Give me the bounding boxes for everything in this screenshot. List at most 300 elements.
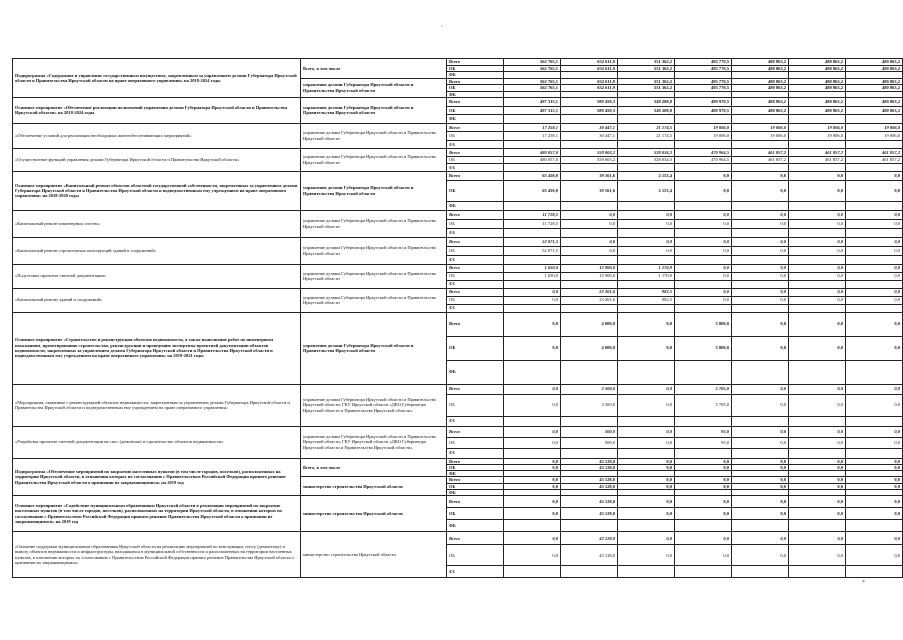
amount-cell <box>846 140 903 149</box>
amount-cell: 43 128,0 <box>561 477 618 483</box>
amount-cell: 562 765,1 <box>504 59 561 66</box>
responsible-executor-cell: управление делами Губернатора Иркутской области и Правительства Иркутской области <box>301 237 447 264</box>
amount-cell: 0,0 <box>789 496 846 508</box>
amount-cell <box>846 448 903 458</box>
amount-cell: 480 863,2 <box>732 106 789 115</box>
amount-cell <box>789 140 846 149</box>
amount-cell: 480 863,2 <box>732 98 789 107</box>
amount-cell <box>675 416 732 426</box>
amount-cell: 0,0 <box>618 384 675 394</box>
amount-cell <box>561 255 618 264</box>
amount-cell: 0,0 <box>846 171 903 180</box>
amount-cell <box>561 280 618 288</box>
amount-cell: 0,0 <box>675 272 732 280</box>
program-title-cell: Основное мероприятие «Капитальный ремонт объектов областной государственной собственности, закрепленных за управлением делами Губернатора Иркутской области и Правительства Иркутской области и подведомственным ему учреждением на праве оперативного управления» на 2018-2020 годы <box>13 171 301 210</box>
amount-cell: 0,0 <box>675 532 732 545</box>
table-row <box>13 496 903 508</box>
amount-cell: 0,0 <box>789 171 846 180</box>
amount-cell: 480 863,2 <box>732 78 789 85</box>
table-row <box>13 532 903 545</box>
table-row <box>13 59 903 66</box>
amount-cell: 0,0 <box>789 180 846 201</box>
amount-cell: 0,0 <box>732 210 789 219</box>
program-title-cell: «Мероприятия, связанные с реконструкцией объектов недвижимости, закрепленным за управлением делами Губернатора Иркутской области и Правительства Иркутской области и подведомственным ему учреждением на праве оперативного управления» <box>13 384 301 426</box>
amount-cell: 0,0 <box>789 545 846 566</box>
funding-source-cell: Всего <box>447 78 504 85</box>
funding-source-cell: ФБ <box>447 255 504 264</box>
amount-cell <box>789 280 846 288</box>
amount-cell <box>504 520 561 532</box>
amount-cell: 0,0 <box>789 426 846 437</box>
amount-cell: 470 964,5 <box>675 156 732 164</box>
amount-cell <box>675 164 732 172</box>
amount-cell: 480 863,2 <box>789 65 846 72</box>
amount-cell: 30 447,1 <box>561 132 618 141</box>
amount-cell: 480 863,2 <box>732 59 789 66</box>
amount-cell: 0,0 <box>618 246 675 255</box>
program-title-cell: «Разработка проектно-сметной документации на снос (демонтаж) и строительство объектов недвижимости» <box>13 426 301 458</box>
amount-cell: 19 006,0 <box>846 132 903 141</box>
amount-cell: 0,0 <box>504 437 561 448</box>
funding-source-cell: Всего <box>447 384 504 394</box>
budget-table <box>12 58 903 578</box>
amount-cell: 17 258,1 <box>504 132 561 141</box>
amount-cell: 15 900,0 <box>561 264 618 272</box>
program-title-cell: «Подготовка проектно-сметной документации» <box>13 264 301 288</box>
funding-source-cell: ФБ <box>447 520 504 532</box>
amount-cell <box>504 448 561 458</box>
amount-cell <box>675 140 732 149</box>
amount-cell <box>675 566 732 578</box>
amount-cell: 0,0 <box>846 384 903 394</box>
amount-cell: 0,0 <box>732 264 789 272</box>
amount-cell: 52 071,5 <box>504 246 561 255</box>
amount-cell: 0,0 <box>561 246 618 255</box>
amount-cell <box>675 360 732 384</box>
amount-cell: 30 447,1 <box>561 123 618 132</box>
amount-cell: 0,0 <box>732 508 789 520</box>
amount-cell: 0,0 <box>846 264 903 272</box>
amount-cell: 0,0 <box>675 545 732 566</box>
program-title-cell: Подпрограмма «Содержание и управление государственным имуществом, закрепленным за управлением делами Губернатора Иркутской области и Правительства Иркутской области на праве оперативного управления» на 2018-2024 годы <box>13 59 301 98</box>
amount-cell: 0,0 <box>732 477 789 483</box>
amount-cell <box>732 255 789 264</box>
amount-cell: 0,0 <box>846 464 903 470</box>
amount-cell <box>618 280 675 288</box>
program-title-cell: Подпрограмма «Обеспечение мероприятий по закрытию населенных пунктов (в том числе городов, поселков), расположенных на территории Иркутской области, в отношении которых по согласованию с Правительством Российской Федерации принято решение Правительства Иркутской области о признании их закрывающимися» на 2019 год <box>13 458 301 496</box>
amount-cell: 0,0 <box>732 180 789 201</box>
amount-cell: 4 000,0 <box>561 336 618 360</box>
responsible-executor-cell: управление делами Губернатора Иркутской области и Правительства Иркутской области <box>301 98 447 124</box>
responsible-executor-cell: Всего, в том числе <box>301 59 447 79</box>
amount-cell: 0,0 <box>675 246 732 255</box>
amount-cell: 632 611,9 <box>561 78 618 85</box>
amount-cell: 500,0 <box>561 426 618 437</box>
amount-cell <box>789 520 846 532</box>
amount-cell: 0,0 <box>732 336 789 360</box>
program-title-cell: Основное мероприятие «Обеспечение реализации полномочий управления делами Губернатора Иркутской области и Правительства Иркутской области» на 2018-2024 годы <box>13 98 301 124</box>
amount-cell <box>675 448 732 458</box>
amount-cell: 0,0 <box>789 210 846 219</box>
amount-cell: 0,0 <box>504 458 561 464</box>
amount-cell <box>789 115 846 124</box>
funding-source-cell: Всего <box>447 312 504 336</box>
funding-source-cell: ОБ <box>447 296 504 304</box>
amount-cell: 0,0 <box>732 237 789 246</box>
amount-cell: 21 174,5 <box>618 123 675 132</box>
budget-table-body <box>13 59 903 578</box>
funding-source-cell: Всего <box>447 237 504 246</box>
funding-source-cell: ФБ <box>447 228 504 237</box>
amount-cell: 480 863,2 <box>846 59 903 66</box>
amount-cell <box>561 228 618 237</box>
amount-cell <box>789 360 846 384</box>
funding-source-cell: Всего <box>447 477 504 483</box>
amount-cell: 528 034,3 <box>618 149 675 157</box>
amount-cell: 19 006,0 <box>675 123 732 132</box>
amount-cell <box>732 520 789 532</box>
amount-cell: 0,0 <box>846 437 903 448</box>
amount-cell <box>675 280 732 288</box>
responsible-executor-cell: управление делами Губернатора Иркутской области и Правительства Иркутской области <box>301 171 447 210</box>
responsible-executor-cell: управление делами Губернатора Иркутской области и Правительства Иркутской области <box>301 149 447 172</box>
responsible-executor-cell: управление делами Губернатора Иркутской области и Правительства Иркутской области, ГКУ Иркутской области «ДКО Губернатора Иркутской области и Правительства Иркутской области» <box>301 384 447 426</box>
amount-cell <box>675 228 732 237</box>
amount-cell: 480 057,0 <box>504 149 561 157</box>
funding-source-cell: ФБ <box>447 471 504 477</box>
amount-cell: 0,0 <box>618 496 675 508</box>
amount-cell: 0,0 <box>846 532 903 545</box>
amount-cell <box>561 520 618 532</box>
amount-cell: 0,0 <box>675 180 732 201</box>
funding-source-cell: ФБ <box>447 72 504 79</box>
amount-cell: 52 071,5 <box>504 237 561 246</box>
table-row <box>13 210 903 219</box>
amount-cell: 549 208,8 <box>618 98 675 107</box>
amount-cell <box>561 140 618 149</box>
amount-cell: 0,0 <box>504 496 561 508</box>
funding-source-cell: ОБ <box>447 85 504 92</box>
amount-cell: 562 765,1 <box>504 85 561 92</box>
amount-cell <box>789 228 846 237</box>
amount-cell: 0,0 <box>732 483 789 489</box>
amount-cell: 0,0 <box>618 237 675 246</box>
amount-cell: 0,0 <box>675 210 732 219</box>
amount-cell: 0,0 <box>675 219 732 228</box>
amount-cell: 0,0 <box>732 394 789 416</box>
amount-cell: 0,0 <box>675 296 732 304</box>
amount-cell <box>504 255 561 264</box>
amount-cell: 480 863,2 <box>846 85 903 92</box>
amount-cell <box>561 164 618 172</box>
amount-cell: 0,0 <box>618 210 675 219</box>
amount-cell <box>618 228 675 237</box>
amount-cell: 0,0 <box>846 180 903 201</box>
amount-cell: 495 770,5 <box>675 85 732 92</box>
amount-cell <box>618 255 675 264</box>
funding-source-cell: ОБ <box>447 65 504 72</box>
funding-source-cell: ОБ <box>447 483 504 489</box>
amount-cell: 480 863,2 <box>846 98 903 107</box>
amount-cell <box>561 448 618 458</box>
amount-cell: 0,0 <box>732 545 789 566</box>
funding-source-cell: ОБ <box>447 132 504 141</box>
amount-cell <box>618 140 675 149</box>
amount-cell <box>732 360 789 384</box>
funding-source-cell: ОБ <box>447 180 504 201</box>
amount-cell: 0,0 <box>561 210 618 219</box>
table-row <box>13 426 903 437</box>
amount-cell <box>846 416 903 426</box>
amount-cell: 0,0 <box>789 264 846 272</box>
amount-cell: 0,0 <box>732 437 789 448</box>
program-title-cell: «Осуществление функций управления делами Губернатора Иркутской области и Правительства Иркутской области» <box>13 149 301 172</box>
amount-cell: 0,0 <box>618 508 675 520</box>
amount-cell: 0,0 <box>846 426 903 437</box>
amount-cell: 0,0 <box>846 496 903 508</box>
amount-cell: 0,0 <box>504 394 561 416</box>
amount-cell: 43 128,0 <box>561 545 618 566</box>
amount-cell: 489 970,5 <box>675 106 732 115</box>
amount-cell: 0,0 <box>732 464 789 470</box>
amount-cell <box>732 304 789 312</box>
funding-source-cell: ФБ <box>447 416 504 426</box>
table-row <box>13 288 903 296</box>
amount-cell: 0,0 <box>846 237 903 246</box>
amount-cell: 480 863,2 <box>789 59 846 66</box>
amount-cell <box>789 304 846 312</box>
funding-source-cell: ФБ <box>447 115 504 124</box>
program-title-cell: Основное мероприятие «Содействие муниципальным образованиям Иркутской области в реализации мероприятий по закрытию населенных пунктов (в том числе городов, поселков), расположенных на территории Иркутской области, в отношении которых по согласованию с Правительством Российской Федерации принято решение Правительства Иркутской области о признании их закрывающимися» на 2019 год <box>13 496 301 532</box>
amount-cell: 19 006,0 <box>732 132 789 141</box>
page-corner-mark: * <box>862 580 865 586</box>
responsible-executor-cell: министерство строительства Иркутской области <box>301 532 447 578</box>
amount-cell: 0,0 <box>732 384 789 394</box>
amount-cell <box>675 255 732 264</box>
amount-cell <box>846 360 903 384</box>
amount-cell: 0,0 <box>504 477 561 483</box>
amount-cell: 19 006,0 <box>846 123 903 132</box>
amount-cell: 19 006,0 <box>675 132 732 141</box>
amount-cell <box>846 520 903 532</box>
amount-cell <box>732 140 789 149</box>
program-title-cell: «Капитальный ремонт зданий и сооружений» <box>13 288 301 312</box>
amount-cell: 632 611,9 <box>561 59 618 66</box>
amount-cell <box>732 416 789 426</box>
funding-source-cell: Всего <box>447 210 504 219</box>
table-row <box>13 312 903 336</box>
funding-source-cell: ОБ <box>447 272 504 280</box>
amount-cell: 0,0 <box>789 288 846 296</box>
amount-cell: 0,0 <box>675 496 732 508</box>
responsible-executor-cell: управление делами Губернатора Иркутской области и Правительства Иркутской области <box>301 312 447 384</box>
amount-cell: 0,0 <box>846 312 903 336</box>
amount-cell: 0,0 <box>618 394 675 416</box>
amount-cell: 480 863,2 <box>789 85 846 92</box>
amount-cell: 0,0 <box>504 312 561 336</box>
amount-cell: 0,0 <box>618 464 675 470</box>
program-title-cell: «Капитальный ремонт строительных конструкций зданий и сооружений» <box>13 237 301 264</box>
funding-source-cell: Всего <box>447 288 504 296</box>
amount-cell: 480 863,2 <box>846 78 903 85</box>
table-row <box>13 384 903 394</box>
responsible-executor-cell: Всего, в том числе <box>301 458 447 477</box>
table-row <box>13 123 903 132</box>
responsible-executor-cell: министерство строительства Иркутской области <box>301 477 447 496</box>
amount-cell: 0,0 <box>675 237 732 246</box>
amount-cell: 43 128,0 <box>561 508 618 520</box>
amount-cell <box>504 228 561 237</box>
amount-cell <box>504 416 561 426</box>
funding-source-cell: Всего <box>447 171 504 180</box>
amount-cell: 0,0 <box>732 288 789 296</box>
amount-cell <box>504 164 561 172</box>
amount-cell <box>846 228 903 237</box>
amount-cell <box>561 201 618 210</box>
amount-cell: 65 450,0 <box>504 180 561 201</box>
funding-source-cell: Всего <box>447 496 504 508</box>
amount-cell: 0,0 <box>846 219 903 228</box>
amount-cell: 19 006,0 <box>789 123 846 132</box>
amount-cell: 589 450,3 <box>561 98 618 107</box>
amount-cell: 0,0 <box>789 458 846 464</box>
amount-cell: 0,0 <box>732 458 789 464</box>
amount-cell: 0,0 <box>561 237 618 246</box>
amount-cell: 0,0 <box>789 394 846 416</box>
amount-cell: 982,5 <box>618 296 675 304</box>
amount-cell: 0,0 <box>789 483 846 489</box>
amount-cell: 0,0 <box>732 246 789 255</box>
amount-cell: 11 728,5 <box>504 219 561 228</box>
amount-cell: 461 857,2 <box>732 149 789 157</box>
amount-cell: 497 315,1 <box>504 106 561 115</box>
amount-cell <box>846 304 903 312</box>
amount-cell <box>675 304 732 312</box>
amount-cell: 0,0 <box>732 296 789 304</box>
program-title-cell: «Обеспечение условий для реализации необходимых жизнеобеспечивающих мероприятий» <box>13 123 301 149</box>
funding-source-cell: ФБ <box>447 91 504 98</box>
amount-cell: 480 863,2 <box>732 85 789 92</box>
amount-cell: 489 970,5 <box>675 98 732 107</box>
amount-cell: 0,0 <box>618 437 675 448</box>
amount-cell: 461 857,2 <box>789 149 846 157</box>
amount-cell <box>618 360 675 384</box>
table-row <box>13 171 903 180</box>
amount-cell: 0,0 <box>846 483 903 489</box>
amount-cell: 5 705,0 <box>675 384 732 394</box>
amount-cell: 0,0 <box>504 384 561 394</box>
amount-cell <box>561 304 618 312</box>
amount-cell <box>561 115 618 124</box>
amount-cell: 0,0 <box>675 477 732 483</box>
amount-cell <box>846 164 903 172</box>
funding-source-cell: Всего <box>447 123 504 132</box>
amount-cell: 0,0 <box>732 219 789 228</box>
amount-cell: 0,0 <box>504 464 561 470</box>
amount-cell <box>675 520 732 532</box>
amount-cell: 0,0 <box>732 496 789 508</box>
funding-source-cell: ОБ <box>447 106 504 115</box>
amount-cell: 500,0 <box>561 437 618 448</box>
funding-source-cell: Всего <box>447 458 504 464</box>
funding-source-cell: ФБ <box>447 140 504 149</box>
amount-cell: 1 170,9 <box>618 264 675 272</box>
amount-cell <box>561 566 618 578</box>
funding-source-cell: ФБ <box>447 164 504 172</box>
amount-cell: 4 000,0 <box>561 312 618 336</box>
amount-cell <box>789 416 846 426</box>
amount-cell: 0,0 <box>618 336 675 360</box>
amount-cell <box>618 566 675 578</box>
amount-cell: 0,0 <box>675 264 732 272</box>
amount-cell: 0,0 <box>789 384 846 394</box>
responsible-executor-cell: управление делами Губернатора Иркутской области и Правительства Иркутской области <box>301 288 447 312</box>
amount-cell: 0,0 <box>675 171 732 180</box>
amount-cell: 0,0 <box>846 296 903 304</box>
funding-source-cell: Всего <box>447 98 504 107</box>
amount-cell: 17 258,1 <box>504 123 561 132</box>
amount-cell: 0,0 <box>675 288 732 296</box>
amount-cell: 0,0 <box>846 210 903 219</box>
table-row <box>13 98 903 107</box>
amount-cell: 0,0 <box>504 336 561 360</box>
amount-cell: 0,0 <box>846 458 903 464</box>
funding-source-cell: ОБ <box>447 394 504 416</box>
amount-cell: 982,5 <box>618 288 675 296</box>
amount-cell: 528 034,3 <box>618 156 675 164</box>
amount-cell: 11 728,5 <box>504 210 561 219</box>
amount-cell: 3 500,0 <box>561 384 618 394</box>
funding-source-cell: Всего <box>447 426 504 437</box>
page-top-mark: , <box>441 22 443 28</box>
funding-source-cell: ФБ <box>447 360 504 384</box>
amount-cell <box>618 201 675 210</box>
amount-cell: 0,0 <box>504 426 561 437</box>
amount-cell: 0,0 <box>789 246 846 255</box>
amount-cell: 0,0 <box>789 437 846 448</box>
amount-cell: 95,0 <box>675 426 732 437</box>
funding-source-cell: ОБ <box>447 437 504 448</box>
amount-cell: 5 705,0 <box>675 394 732 416</box>
amount-cell: 43 128,0 <box>561 532 618 545</box>
amount-cell <box>732 164 789 172</box>
amount-cell: 95,0 <box>675 437 732 448</box>
amount-cell: 43 128,0 <box>561 483 618 489</box>
amount-cell: 19 006,0 <box>732 123 789 132</box>
funding-source-cell: ФБ <box>447 280 504 288</box>
amount-cell <box>561 416 618 426</box>
amount-cell <box>504 304 561 312</box>
amount-cell <box>618 304 675 312</box>
amount-cell: 0,0 <box>504 288 561 296</box>
amount-cell: 21 174,5 <box>618 132 675 141</box>
amount-cell: 0,0 <box>504 532 561 545</box>
amount-cell <box>789 164 846 172</box>
amount-cell: 495 770,5 <box>675 78 732 85</box>
amount-cell <box>618 448 675 458</box>
amount-cell: 0,0 <box>846 545 903 566</box>
amount-cell: 23 261,6 <box>561 288 618 296</box>
amount-cell: 1 650,0 <box>504 264 561 272</box>
funding-source-cell: ОБ <box>447 219 504 228</box>
amount-cell: 632 611,9 <box>561 85 618 92</box>
amount-cell: 495 770,5 <box>675 59 732 66</box>
amount-cell: 0,0 <box>732 532 789 545</box>
amount-cell: 0,0 <box>732 272 789 280</box>
amount-cell <box>732 201 789 210</box>
amount-cell <box>504 140 561 149</box>
amount-cell: 551 362,2 <box>618 85 675 92</box>
